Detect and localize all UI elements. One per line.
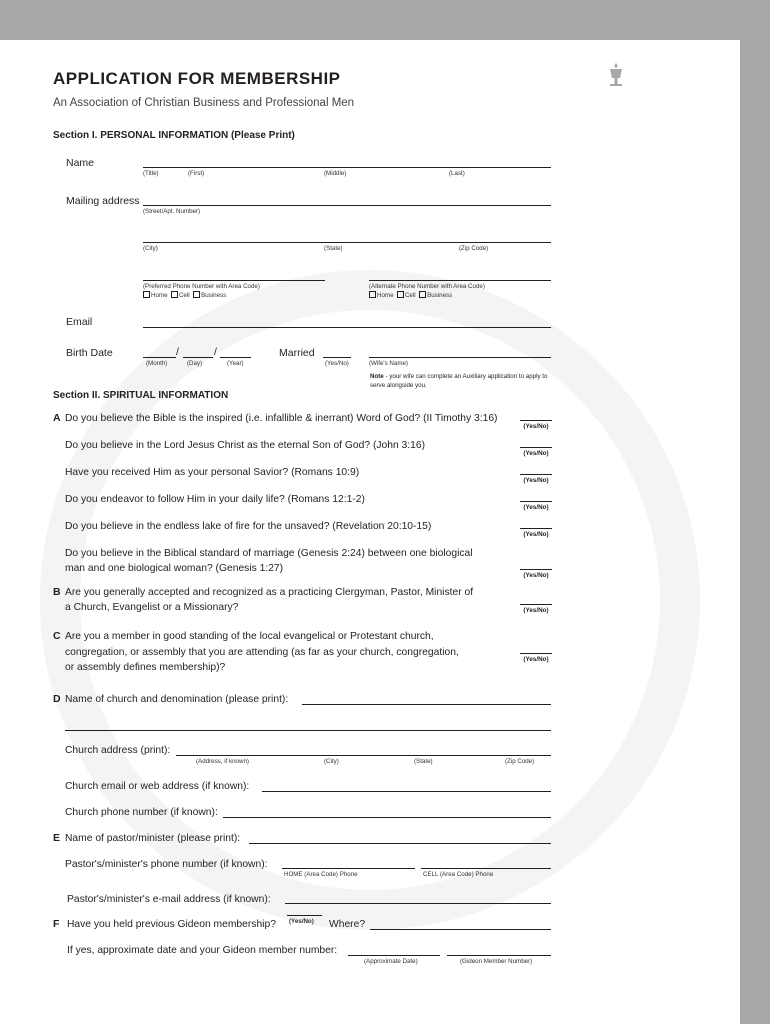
- answer-a1[interactable]: (Yes/No): [520, 420, 552, 430]
- where-field[interactable]: [370, 929, 551, 930]
- alt-cell-option-label: Cell: [404, 292, 416, 299]
- approximate-date-field[interactable]: [348, 955, 440, 956]
- married-label: Married: [279, 347, 315, 359]
- church-email-field[interactable]: [262, 791, 551, 792]
- birth-date-label: Birth Date: [66, 347, 113, 359]
- alternate-phone-caption: (Alternate Phone Number with Area Code): [369, 283, 485, 290]
- page-subtitle: An Association of Christian Business and Professional Men: [53, 97, 355, 109]
- question-a3: Have you received Him as your personal Savior? (Romans 10:9): [65, 467, 360, 478]
- church-email-label: Church email or web address (if known):: [65, 781, 250, 792]
- month-caption: (Month): [146, 360, 168, 367]
- section-2-heading: Section II. SPIRITUAL INFORMATION: [53, 390, 229, 401]
- alternate-phone-types: [369, 291, 452, 299]
- pastor-name-label: Name of pastor/minister (please print):: [65, 833, 241, 844]
- street-field[interactable]: [143, 205, 551, 206]
- preferred-phone-field[interactable]: [143, 280, 325, 281]
- logo-line1: The Gideons: [640, 59, 732, 76]
- email-label: Email: [66, 316, 93, 328]
- gideon-member-number-field[interactable]: [447, 955, 551, 956]
- auxiliary-note: [370, 372, 550, 390]
- pastor-email-label: Pastor's/minister's e-mail address (if known):: [67, 894, 271, 905]
- church-state-caption: (State): [414, 758, 433, 765]
- church-name-field[interactable]: [302, 704, 551, 705]
- church-address-field[interactable]: [176, 755, 551, 756]
- church-name-label: Name of church and denomination (please print):: [65, 694, 289, 705]
- pastor-phone-label: Pastor's/minister's phone number (if known):: [65, 859, 268, 870]
- question-c-line3: or assembly defines membership)?: [65, 662, 226, 673]
- letter-d: D: [53, 693, 61, 705]
- year-caption: (Year): [227, 360, 244, 367]
- gideons-logo-icon: [597, 57, 635, 95]
- business-option-label: Business: [201, 292, 227, 299]
- gideon-number-label: If yes, approximate date and your Gideon member number:: [67, 945, 338, 956]
- name-title-caption: (Title): [143, 170, 159, 177]
- alt-home-checkbox[interactable]: [369, 291, 376, 298]
- birth-year-field[interactable]: [220, 357, 251, 358]
- approximate-date-caption: (Approximate Date): [364, 958, 418, 965]
- question-a5: Do you believe in the endless lake of fire for the unsaved? (Revelation 20:10-15): [65, 521, 432, 532]
- name-middle-caption: (Middle): [324, 170, 347, 177]
- zip-caption: (Zip Code): [459, 245, 489, 252]
- email-field[interactable]: [143, 327, 551, 328]
- alt-home-option-label: Home: [377, 292, 394, 299]
- answer-a6[interactable]: (Yes/No): [520, 569, 552, 579]
- church-phone-field[interactable]: [223, 817, 551, 818]
- question-a6-line1: Do you believe in the Biblical standard of marriage (Genesis 2:24) between one biological: [65, 548, 473, 559]
- logo-wordmark: [640, 60, 732, 92]
- answer-a5[interactable]: (Yes/No): [520, 528, 552, 538]
- letter-f: F: [53, 918, 60, 930]
- question-c-line2: congregation, or assembly that you are attending (as far as your church, congregation,: [65, 647, 459, 658]
- alt-business-checkbox[interactable]: [419, 291, 426, 298]
- cell-option-label: Cell: [178, 292, 190, 299]
- pastor-name-field[interactable]: [249, 843, 551, 844]
- question-a4: Do you endeavor to follow Him in your daily life? (Romans 12:1-2): [65, 494, 365, 505]
- logo-line2: International: [640, 75, 729, 92]
- question-b-line2: a Church, Evangelist or a Missionary?: [65, 602, 239, 613]
- church-zip-caption: (Zip Code): [505, 758, 535, 765]
- church-city-caption: (City): [324, 758, 339, 765]
- page-title: APPLICATION FOR MEMBERSHIP: [53, 69, 341, 88]
- pastor-home-phone-field[interactable]: [282, 868, 415, 869]
- home-option-label: Home: [151, 292, 168, 299]
- city-caption: (City): [143, 245, 158, 252]
- married-yes-no-caption: (Yes/No): [325, 360, 349, 367]
- church-address-label: Church address (print):: [65, 745, 171, 756]
- answer-c[interactable]: (Yes/No): [520, 653, 552, 663]
- pastor-cell-caption: CELL (Area Code) Phone: [423, 871, 494, 878]
- church-address-caption: (Address, if known): [196, 758, 249, 765]
- question-a1: Do you believe the Bible is the inspired (i.e. infallible & inerrant) Word of God? (II Timothy 3:16): [65, 413, 498, 424]
- church-name-field-line2[interactable]: [65, 730, 551, 731]
- street-caption: (Street/Apt. Number): [143, 208, 201, 215]
- note-bold: Note: [370, 373, 384, 380]
- gideon-number-caption: (Gideon Member Number): [460, 958, 533, 965]
- answer-b[interactable]: (Yes/No): [520, 604, 552, 614]
- married-field[interactable]: [323, 357, 351, 358]
- business-checkbox[interactable]: [193, 291, 200, 298]
- name-field[interactable]: [143, 167, 551, 168]
- where-label: Where?: [329, 919, 366, 930]
- name-label: Name: [66, 157, 95, 169]
- section-1-heading: Section I. PERSONAL INFORMATION (Please Print): [53, 130, 295, 141]
- letter-e: E: [53, 832, 61, 844]
- alt-business-option-label: Business: [427, 292, 453, 299]
- cell-checkbox[interactable]: [171, 291, 178, 298]
- wife-name-field[interactable]: [369, 357, 551, 358]
- pastor-email-field[interactable]: [285, 903, 551, 904]
- preferred-phone-types: [143, 291, 226, 299]
- letter-a: A: [53, 412, 61, 424]
- previous-membership-field[interactable]: [287, 915, 322, 916]
- answer-a4[interactable]: (Yes/No): [520, 501, 552, 511]
- name-first-caption: (First): [188, 170, 205, 177]
- letter-b: B: [53, 586, 61, 598]
- state-caption: (State): [324, 245, 343, 252]
- question-a2: Do you believe in the Lord Jesus Christ as the eternal Son of God? (John 3:16): [65, 440, 426, 451]
- answer-a2[interactable]: (Yes/No): [520, 447, 552, 457]
- question-a6-line2: man and one biological woman? (Genesis 1:27): [65, 563, 284, 574]
- pastor-home-caption: HOME (Area Code) Phone: [284, 871, 358, 878]
- note-text: - your wife can complete an Auxiliary application to apply to serve alongside you.: [370, 373, 548, 389]
- previous-membership-label: Have you held previous Gideon membership?: [67, 919, 276, 930]
- alternate-phone-field[interactable]: [369, 280, 551, 281]
- question-b-line1: Are you generally accepted and recognized as a practicing Clergyman, Pastor, Minister of: [65, 587, 474, 598]
- day-caption: (Day): [187, 360, 203, 367]
- church-phone-label: Church phone number (if known):: [65, 807, 218, 818]
- birth-month-field[interactable]: [143, 357, 176, 358]
- mailing-address-label: Mailing address: [66, 195, 140, 207]
- letter-c: C: [53, 630, 61, 642]
- date-slash: /: [214, 346, 217, 358]
- birth-day-field[interactable]: [183, 357, 213, 358]
- wife-name-caption: (Wife's Name): [369, 360, 408, 367]
- pastor-cell-phone-field[interactable]: [421, 868, 551, 869]
- date-slash: /: [176, 346, 179, 358]
- tab-slant: [540, 40, 590, 128]
- alt-cell-checkbox[interactable]: [397, 291, 404, 298]
- preferred-phone-caption: (Preferred Phone Number with Area Code): [143, 283, 260, 290]
- city-state-zip-field[interactable]: [143, 242, 551, 243]
- home-checkbox[interactable]: [143, 291, 150, 298]
- question-c-line1: Are you a member in good standing of the local evangelical or Protestant church,: [65, 631, 434, 642]
- previous-yes-no-caption: (Yes/No): [289, 918, 314, 925]
- answer-a3[interactable]: (Yes/No): [520, 474, 552, 484]
- name-last-caption: (Last): [449, 170, 465, 177]
